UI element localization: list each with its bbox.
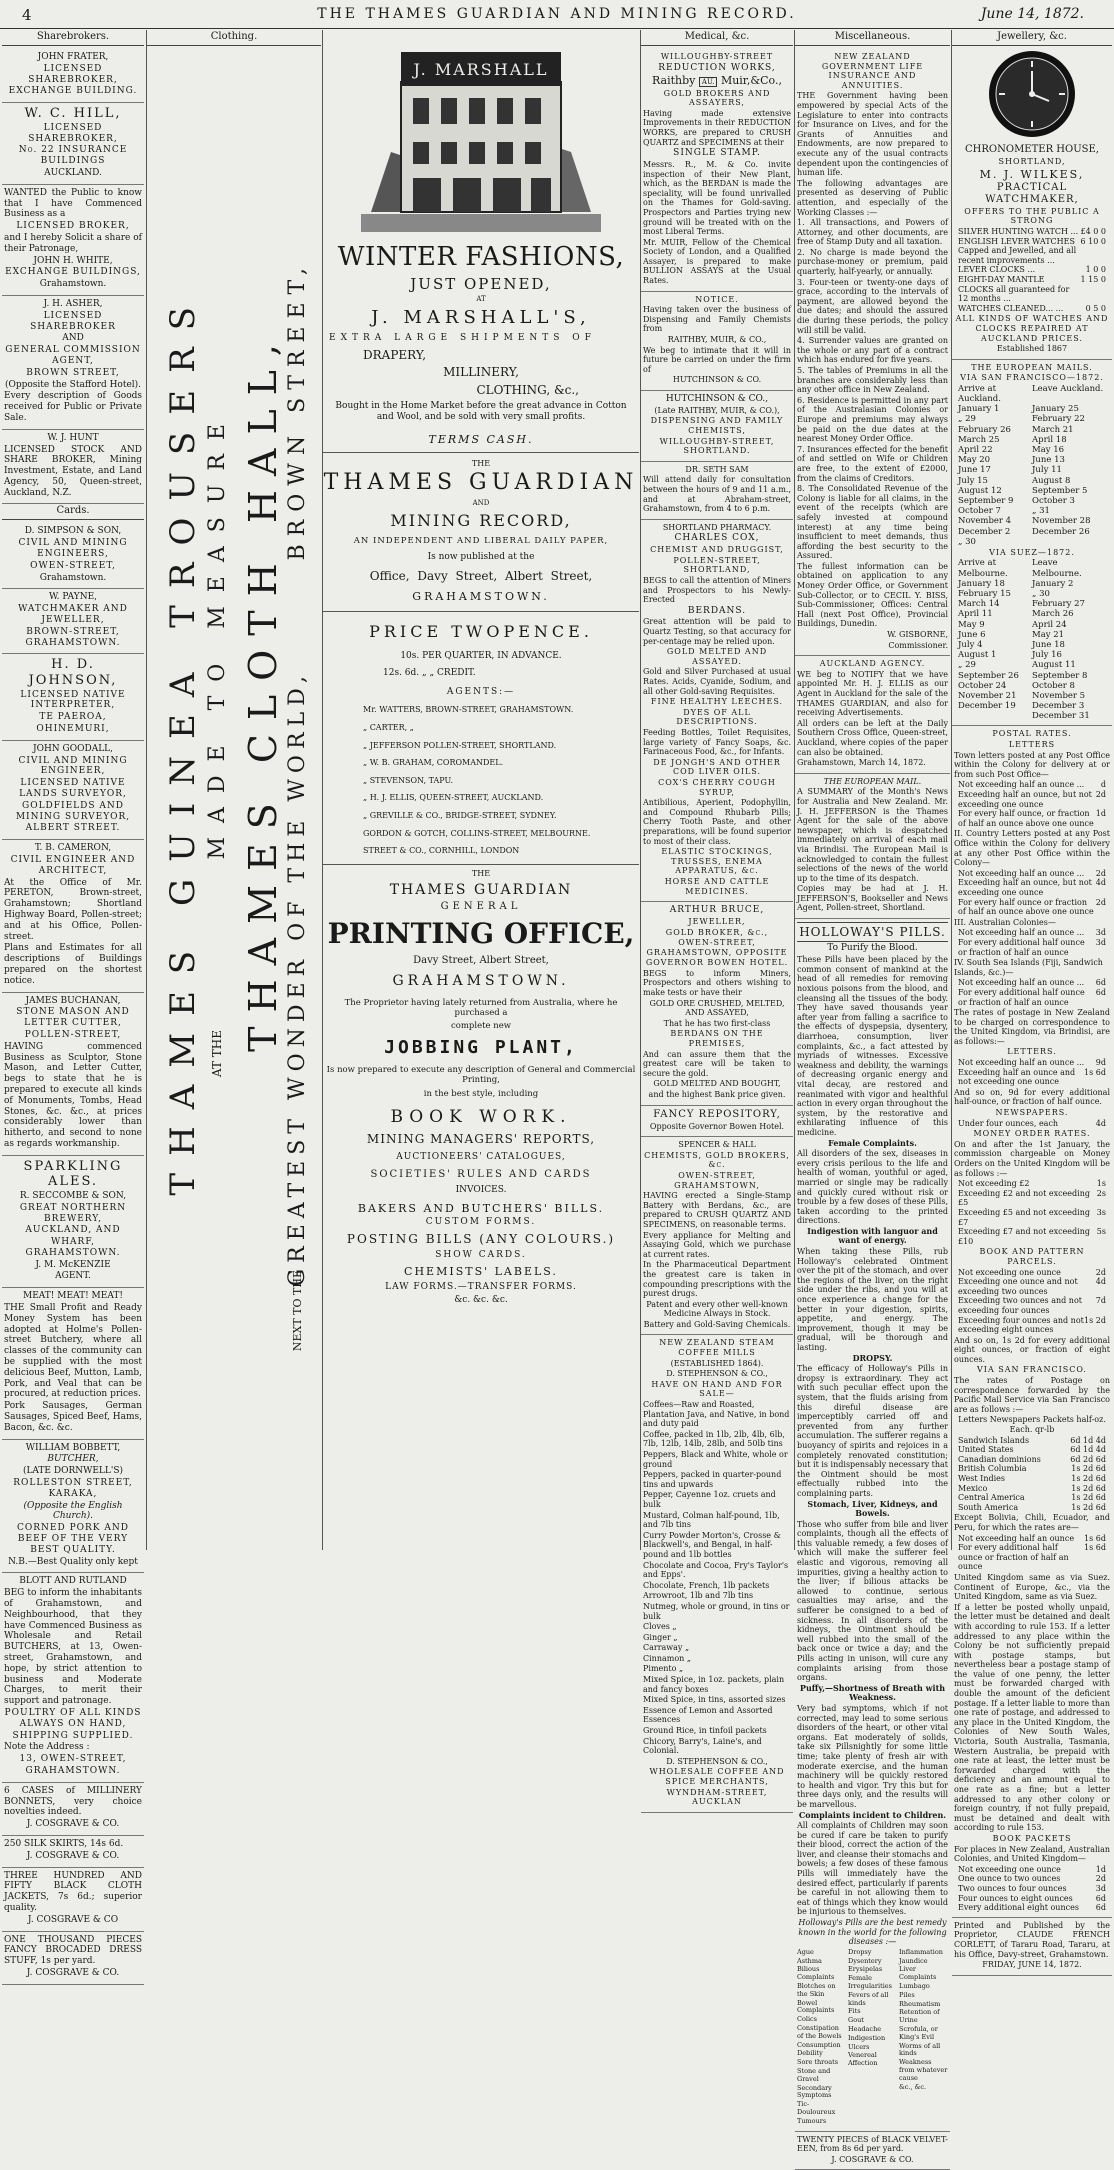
disease-item: Blotches on the Skin (797, 1982, 836, 1998)
rate-row: Exceeding half an ounce, but not exceeding one ounce 2d (958, 790, 1106, 809)
mail-date: December 3 (1032, 701, 1085, 712)
watch-price-row: ENGLISH LEVER WATCHES Capped and Jewelled, and all recent improvements ... 6 10 0 (958, 236, 1106, 265)
mail-date: January 18 (958, 578, 1005, 589)
agent-item: „ STEVENSON, TAPU. (363, 775, 454, 785)
mail-date: December 19 (958, 701, 1016, 712)
page-number: 4 (22, 6, 32, 24)
mail-date: November 5 (1032, 690, 1086, 701)
mail-date: May 16 (1032, 445, 1065, 455)
mail-date: February 26 (958, 424, 1011, 435)
coffee-item: Cloves „ (643, 1622, 677, 1632)
rate-row: Exceeding £7 and not exceeding £10 5s (958, 1227, 1106, 1246)
disease-item: Erysipelas (848, 1965, 883, 1974)
mail-date: May 9 (958, 619, 985, 630)
ad-johnson: H. D. JOHNSON, LICENSED NATIVE INTERPRETER, TE PAEROA, OHINEMURI, (2, 654, 144, 740)
vertical-thames-cloth-hall: THAMES CLOTH HALL, (241, 330, 285, 1052)
mail-date: June 18 (1032, 639, 1065, 650)
coffee-item: Peppers, packed in quarter-pound tins and upwards (643, 1470, 782, 1489)
mail-date: June 17 (958, 465, 991, 476)
disease-item: Female Irregularities (848, 1974, 892, 1990)
rate-row: For every half ounce, or fraction of half an ounce above one ounce 1d (958, 809, 1106, 828)
agent-item: „ GREVILLE & CO., BRIDGE-STREET, SYDNEY. (363, 810, 557, 820)
european-mails-table: THE EUROPEAN MAILS. VIA SAN FRANCISCO—1872. Arrive at Auckland. Leave Auckland. January 1 January 25 „ 29 February 22 February 26 March 21 March 25 April 18 April 22 May 16 May 20 June 13 June 17 July 11 July 15 August 8 August 12 September 5 September 9 October 3 October 7 „ 31 November 4 November 28 December 2 December 26 „ 30 VIA SUEZ—1872. Arrive at Melbourne. Leave Melbourne. January 18 January 2 February 15 „ 30 March 14 February 27 April 11 March 26 May 9 April 24 June 6 May 21 July 4 June 18 August 1 July 16 „ 29 August 11 September 26 September 8 October 24 October 8 November 21 November 5 December 19 December 3 December 31 (952, 360, 1112, 727)
disease-item: Liver Complaints (899, 1965, 937, 1982)
mail-date: October 3 (1032, 495, 1075, 506)
disease-item: Secondary Symptoms (797, 2083, 832, 2100)
coffee-item: Mustard, Colman half-pound, 1lb, and 7lb tins (643, 1510, 780, 1530)
rate-row: Exceeding four ounces and not exceeding eight ounces 1s 2d (958, 1315, 1106, 1335)
disease-item: Tic-Douloureux (797, 2100, 836, 2116)
mail-date: February 22 (1032, 414, 1085, 425)
mail-date: June 6 (958, 629, 986, 640)
imprint: Printed and Published by the Proprietor, CLAUDE FRENCH CORLETT, of Tararu Road, Tararu, at his Office, Davy-street, Grahamstown. FRIDAY, JUNE 14, 1872. (952, 1918, 1112, 1976)
disease-item: Ague (797, 1947, 814, 1956)
mail-date: „ 29 (958, 660, 976, 671)
disease-item: Colics (797, 2015, 818, 2024)
rate-row: Exceeding one ounce and not exceeding two ounces 4d (958, 1277, 1106, 1296)
mail-date: March 14 (958, 599, 1000, 610)
mail-date: August 12 (958, 485, 1002, 496)
mail-date: January 2 (1032, 578, 1074, 589)
ad-fancy-repository: FANCY REPOSITORY, Opposite Governor Bowen Hotel. (641, 1106, 793, 1138)
mail-date: January 1 (958, 404, 1000, 415)
printing-office-title: PRINTING OFFICE, (327, 917, 635, 951)
mail-date: October 24 (958, 680, 1007, 691)
ad-hutchinson: HUTCHINSON & CO., (Late RAITHBY, MUIR, & CO.), DISPENSING AND FAMILY CHEMISTS, WILLOUGHBY-STREET, SHORTLAND. (641, 391, 793, 462)
watch-price-list (954, 227, 1110, 313)
rate-row: Not exceeding half an ounce ... 6d (958, 978, 1106, 988)
mail-date: „ 29 (958, 414, 976, 425)
disease-item: Jaundice (899, 1956, 928, 1965)
mail-date (958, 711, 1032, 721)
mail-date: November 28 (1032, 516, 1091, 527)
agent-item: STREET & CO., CORNHILL, LONDON (363, 846, 520, 856)
mail-date: November 21 (958, 690, 1017, 701)
rate-row: Central America 1s 2d 6d (958, 1493, 1106, 1503)
vertical-brown-street: BROWN STREET, (285, 260, 310, 561)
coffee-item: Mixed Spice, in 1oz. packets, plain and fancy boxes (643, 1675, 785, 1694)
ad-holloways-pills: HOLLOWAY'S PILLS. To Purify the Blood. These Pills have been placed by the common consent of mankind at the head of all remedies for removing noxious poisons from the blood, and cleansing all the tissues of the body. They have saved thousands year after year from falling a sacrifice to the effects of dyspepsia, dysentery, diarrhoea, consumption, liver complaints, &c., a fact attested by myriads of witnesses. Excessive weakness and debility, the warnings of decreasing organic energy and vital decay, are restored and reanimated with vigor and healthful action in every organ throughout the system, by the restorative and exhilarating influence of this medicine. Female Complaints. All disorders of the sex, diseases in every crisis perilous to the life and health of woman, youthful or aged, married or single may be radically and quickly cured without risk or trouble by a few doses of these Pills, taken according to the printed directions. Indigestion with languor and want of energy. When taking these Pills, rub Holloway's celebrated Ointment over the pit of the stomach, and over the regions of the liver, on the right side under the ribs, and you will at once experience a change for the better in your digestion, spirits, appetite, and energy. The improvement, though it may be gradual, will be thorough and lasting. DROPSY. The efficacy of Holloway's Pills in dropsy is extraordinary. They act with such peculiar effect upon the system, that the fluids arising from this direful disease are imperceptibly carried off and prevented from any further accumulation. The sufferer regains a buoyancy of spirits and rejoices in a completely renovated constitution; but it is indispensably necessary that the Ointment should be most effectually rubbed into the complaining parts. Stomach, Liver, Kidneys, and Bowels. Those who suffer from bile and liver complaints, though all the effects of this valuable remedy, a few doses of which will make the sufferer feel elastic and vigorous, removing all impurities, giving a healthy action to the liver; if bilious attacks be allowed to continue, serious casualties may arise, and the sufferer be consigned to a bed of sickness. In all disorders of the kidneys, the Ointment should be well rubbed into the small of the back once or twice a day; and the Pills acting in unison, will cure any complaints arising from those organs. Puffy,—Shortness of Breath with Weakness. Very bad symptoms, which if not corrected, may lead to some serious disorders of the heart, or other vital organs. Eat moderately of solids, take six Pillsnightly for some little time; take plenty of fresh air with moderate exercise, and the human machinery will be quickly restored to health and vigor. Try this but for three days only, and the results will be marvellous. Complaints incident to Children. All complaints of Children may soon be cured if care be taken to purify their blood, correct the action of the liver, and cleanse their stomachs and bowels; a few doses of these famous Pills will immediately have the desired effect, particularly if parents be careful in not allowing them to eat of things which they know would be injurious to themselves. Holloway's Pills are the best remedy known in the world for the following diseases :— Ague Asthma Bilious Complaints Blotches on the Skin Bowel Complaints Colics Constipation of the Bowels Consumption Debility Sore throats Stone and Gravel Secondary Symptoms Tic-Douloureux Tumours Dropsy Dysentery Erysipelas Female Irregularities Fevers of all kinds Fits Gout Headache Indigestion Ulcers Venereal Affection Inflammation Jaundice Liver Complaints Lumbago Piles Rheumatism Retention of Urine Scrofula, or King's Evil Worms of all kinds Weakness from whatever cause &c., &c. (795, 919, 950, 2131)
ad-simpson: D. SIMPSON & SON, CIVIL AND MINING ENGINEERS, OWEN-STREET, Grahamstown. (2, 523, 144, 589)
column-sharebrokers (2, 30, 144, 1978)
vertical-greatest-wonder: GREATEST WONDER OF THE WORLD, (285, 670, 310, 1287)
ad-arthur-bruce: ARTHUR BRUCE, JEWELLER, GOLD BROKER, &c., OWEN-STREET, GRAHAMSTOWN, OPPOSITE GOVERNOR BOWEN HOTEL. BEGS to inform Miners, Prospectors and others wishing to make tests or have their GOLD ORE CRUSHED, MELTED, AND ASSAYED, That he has two first-class BERDANS ON THE PREMISES, And can assure them that the greatest care will be taken to secure the gold. GOLD MELTED AND BOUGHT, and the highest Bank price given. (641, 902, 793, 1105)
disease-item: Retention of Urine (899, 2008, 940, 2025)
ad-asher: J. H. ASHER, LICENSED SHAREBROKER AND GENERAL COMMISSION AGENT, BROWN STREET, (Opposite the Stafford Hotel). Every description of Goods received for Public or Private Sale. (2, 296, 144, 430)
disease-item: Fevers of all kinds (848, 1990, 889, 2007)
section-header: Sharebrokers. (2, 30, 144, 46)
disease-item: Stone and Gravel (797, 2066, 831, 2083)
ad-hunt: W. J. HUNT LICENSED STOCK AND SHARE BROKER, Mining Investment, Estate, and Land Agency, 50, Queen-street, Auckland, N.Z. (2, 430, 144, 505)
mail-date: July 16 (1032, 650, 1062, 661)
mail-date: April 24 (1032, 619, 1067, 630)
coffee-item: Pepper, Cayenne 1oz. cruets and bulk (643, 1490, 776, 1509)
mail-date: August 11 (1032, 660, 1076, 671)
marshall-name: J. MARSHALL'S, (371, 307, 591, 329)
rate-row: Not exceeding half an ounce ... 9d (958, 1058, 1106, 1068)
ad-cosgrave-bonnets: 6 CASES of MILLINERY BONNETS, very choice novelties indeed. J. COSGRAVE & CO. (2, 1783, 144, 1836)
mail-date: September 8 (1032, 670, 1088, 681)
mail-date: March 26 (1032, 609, 1074, 620)
section-header: Cards. (2, 504, 144, 520)
ad-coffee-mills: NEW ZEALAND STEAM COFFEE MILLS (ESTABLISHED 1864). D. STEPHENSON & CO., HAVE ON HAND AND FOR SALE— Coffees—Raw and Roasted, Plantation Java, and Native, in bond and duty paid Coffee, packed in 1lb, 2lb, 4lb, 6lb, 7lb, 12lb, 14lb, 28lb, and 50lb tins Peppers, Black and White, whole or ground Peppers, packed in quarter-pound tins and upwards Pepper, Cayenne 1oz. cruets and bulk Mustard, Colman half-pound, 1lb, and 7lb tins Curry Powder Morton's, Crosse & Blackwell's, and Bengal, in half-pound and 1lb bottles Chocolate and Cocoa, Fry's Taylor's and Epps'. Chocolate, French, 1lb packets Arrowroot, 1lb and 7lb tins Nutmeg, whole or ground, in tins or bulk Cloves „ Ginger „ Carraway „ Cinnamon „ Pimento „ Mixed Spice, in 1oz. packets, plain and fancy boxes Mixed Spice, in tins, assorted sizes Essence of Lemon and Assorted Essences Ground Rice, in tinfoil packets Chicory, Barry's, Laine's, and Colonial. D. STEPHENSON & CO., WHOLESALE COFFEE AND SPICE MERCHANTS, WYNDHAM-STREET, AUCKLAN (641, 1335, 793, 1812)
rate-row: Not exceeding half an ounce ... d (958, 780, 1106, 790)
paper-title: THAMES GUARDIAN (323, 470, 639, 496)
mail-date: May 20 (958, 455, 991, 466)
disease-item: Consumption (797, 2040, 841, 2049)
coffee-item: Ground Rice, in tinfoil packets (643, 1726, 767, 1736)
mail-date (1032, 537, 1106, 547)
coffee-item: Coffee, packed in 1lb, 2lb, 4lb, 6lb, 7lb, 12lb, 14lb, 28lb, and 50lb tins (643, 1429, 785, 1449)
disease-item: Ulcers (848, 2042, 870, 2051)
agent-list (323, 705, 639, 855)
ad-spencer-hall: SPENCER & HALL CHEMISTS, GOLD BROKERS, &c. OWEN-STREET, GRAHAMSTOWN, HAVING erected a Single-Stamp Battery with Berdans, &c., are prepared to CRUSH QUARTZ AND SPECIMENS, on reasonable terms. Every appliance for Melting and Assaying Gold, which we purchase at current rates. In the Pharmaceutical Department the greatest care is taken in compounding prescriptions with the purest drugs. Patent and every other well-known Medicine Always in Stock. Battery and Gold-Saving Chemicals. (641, 1137, 793, 1335)
mail-date: „ 30 (1032, 589, 1050, 600)
mail-date: December 26 (1032, 526, 1090, 537)
rate-row: United States 6d 1d 4d (958, 1445, 1106, 1455)
disease-item: Headache (848, 2024, 882, 2033)
rate-row: Mexico 1s 2d 6d (958, 1483, 1106, 1493)
coffee-item-list (643, 1400, 791, 1756)
ad-white: WANTED the Public to know that I have Commenced Business as a LICENSED BROKER, and I hereby Solicit a share of their Patronage, JOHN H. WHITE, EXCHANGE BUILDINGS, Grahamstown. (2, 185, 144, 296)
masthead-title: THE THAMES GUARDIAN AND MINING RECORD. (317, 6, 797, 22)
clock-icon (987, 49, 1077, 139)
vertical-made-to-measure: MADE TO MEASURE (205, 410, 230, 860)
ad-hill: W. C. HILL, LICENSED SHAREBROKER, No. 22 INSURANCE BUILDINGS AUCKLAND. (2, 103, 144, 185)
section-header: Miscellaneous. (795, 30, 950, 46)
building-sign: J. MARSHALL (413, 60, 549, 79)
rate-row: Exceeding £5 and not exceeding £7 3s (958, 1207, 1106, 1227)
mail-date: January 25 (1032, 404, 1079, 415)
insurance-item: 4. Surrender values are granted on the whole or any part of a contract which has endured for five years. (797, 336, 948, 365)
mail-date: February 27 (1032, 599, 1085, 610)
ad-european-mail: THE EUROPEAN MAIL. A SUMMARY of the Month's News for Australia and New Zealand. Mr. J. H. JEFFERSON is the Thames Agent for the sale of the above newspaper, which is despatched immediately on arrival of each mail via Brindisi. The European Mail is acknowledged to contain the fullest selections of the news of the world up to the time of its despatch. Copies may be had at J. H. JEFFERSON'S, Bookseller and News Agent, Pollen-street, Shortland. (795, 774, 950, 919)
mail-date: „ 31 (1032, 506, 1050, 517)
rate-row: Not exceeding half an ounce 1s 6d (958, 1533, 1106, 1543)
mail-date: February 15 (958, 589, 1011, 600)
insurance-item: 6. Residence is permitted in any part of the Australasian Colonies or Europe and premiums may always be paid on the due dates at the nearest Money Order Office. (797, 395, 948, 444)
disease-item: Tumours (797, 2116, 827, 2125)
section-header: Clothing. (147, 30, 321, 46)
ad-seth-sam: DR. SETH SAM Will attend daily for consultation between the hours of 9 and 11 a.m., and at Abraham-street, Grahamstown, from 4 to 6 p.m. (641, 462, 793, 520)
disease-item: Dropsy (848, 1947, 872, 1956)
coffee-item: Chocolate, French, 1lb packets (643, 1580, 770, 1590)
mail-date: March 25 (958, 434, 1000, 445)
disease-item: Sore throats (797, 2058, 839, 2067)
rate-row: Not exceeding £2 1s (958, 1179, 1106, 1189)
ad-auckland-agency: AUCKLAND AGENCY. WE beg to NOTIFY that we have appointed Mr. H. J. ELLIS as our Agent in Auckland for the sale of the THAMES GUARDIAN, and also for receiving Advertisements. All orders can be left at the Daily Southern Cross Office, Queen-street, Auckland, where copies of the paper can also be obtained. Grahamstown, March 14, 1872. (795, 656, 950, 774)
coffee-item: Peppers, Black and White, whole or ground (643, 1450, 788, 1469)
coffee-item: Coffees—Raw and Roasted, Plantation Java, and Native, in bond and duty paid (643, 1400, 790, 1429)
ad-meat: MEAT! MEAT! MEAT! THE Small Profit and Ready Money System has been adopted at Holme's Pollen-street Butchery, where all classes of the community can be supplied with the most delicious Beef, Mutton, Lamb, Pork, and Veal that can be procured, at reduction prices. Pork Sausages, German Sausages, Spiced Beef, Hams, Bacon, &c. &c. (2, 1288, 144, 1439)
disease-item: Worms of all kinds (899, 2041, 941, 2058)
column-jewellery (952, 30, 1112, 1970)
rate-row: Every additional eight ounces 6d (958, 1903, 1106, 1913)
mail-date: November 4 (958, 516, 1012, 527)
rate-row: Two ounces to four ounces 3d (958, 1883, 1106, 1893)
insurance-item: 7. Insurances effected for the benefit of and settled on Wife or Children are free, to the extent of £2000, from the claims of Creditors. (797, 444, 948, 483)
ad-cameron: T. B. CAMERON, CIVIL ENGINEER AND ARCHITECT, At the Office of Mr. PERETON, Brown-street, Grahamstown; Shortland Highway Board, Pollen-street; and at his Office, Pollen-street. Plans and Estimates for all descriptions of Buildings prepared on the shortest notice. (2, 840, 144, 992)
vertical-at-the: AT THE (210, 1030, 224, 1078)
disease-table (797, 1948, 948, 2127)
rate-row: Not exceeding one ounce 2d (958, 1267, 1106, 1277)
mail-date: May 21 (1032, 629, 1065, 640)
coffee-item: Essence of Lemon and Assorted Essences (643, 1705, 773, 1725)
ad-shortland-pharmacy: SHORTLAND PHARMACY. CHARLES COX, CHEMIST AND DRUGGIST, POLLEN-STREET, SHORTLAND, BEGS to call the attention of Miners and Prospectors to his Newly-Erected BERDANS. Great attention will be paid to Quartz Testing, so that accuracy for per-centage may be relied upon. GOLD MELTED AND ASSAYED. Gold and Silver Purchased at usual Rates. Acids, Cyanide, Sodium, and all other Gold-saving Requisites. FINE HEALTHY LEECHES. DYES OF ALL DESCRIPTIONS. Feeding Bottles, Toilet Requisites, large variety of Fancy Soaps, &c. Farinaceous Food, &c., for Infants. DE JONGH'S AND OTHER COD LIVER OILS. COX'S CHERRY COUGH SYRUP, Antibilious, Aperient, Podophyllin, and Compound Rhubarb Pills; Cherry Tooth Paste, and other preparations, will be found superior to most of their class. ELASTIC STOCKINGS, TRUSSES, ENEMA APPARATUS, &c. HORSE AND CATTLE MEDICINES. (641, 520, 793, 902)
insurance-item: 1. All transactions, and Powers of Attorney, and other documents, are free of Stamp Duty and all taxation. (797, 218, 948, 247)
ad-notice: NOTICE. Having taken over the business of Dispensing and Family Chemists from RAITHBY, MUIR, & CO., We beg to intimate that it will in future be carried on under the firm of HUTCHINSON & CO. (641, 292, 793, 391)
mail-date: April 22 (958, 445, 993, 455)
disease-item: Piles (899, 1990, 915, 1999)
agent-item: „ W. B. GRAHAM, COROMANDEL. (363, 758, 504, 768)
mail-date: July 11 (1032, 465, 1062, 476)
disease-item: Dysentery (848, 1956, 882, 1965)
coffee-item: Carraway „ (643, 1643, 690, 1653)
rate-row: For every half ounce or fraction of half an ounce above one ounce 2d (958, 897, 1106, 917)
ad-raithby: WILLOUGHBY-STREET REDUCTION WORKS, Raithby AU. Muir,&Co., GOLD BROKERS AND ASSAYERS, Having made extensive Improvements in their REDUCTION WORKS, are prepared to CRUSH QUARTZ and SPECIMENS at their SINGLE STAMP. Messrs. R., M. & Co. invite inspection of their New Plant, which, as the BERDAN is made the speciality, will be found unrivalled on the Thames for Gold-saving. Prospectors and Parties trying new ground will be treated with on the most Liberal Terms. Mr. MUIR, Fellow of the Chemical Society of London, and a Qualified Assayer, is prepared to make BULLION ASSAYS at the Usual Rates. (641, 49, 793, 292)
building-engraving (361, 32, 601, 232)
insurance-item: 3. Four-teen or twenty-one days of grace, according to the intervals of payment, are allowed beyond the due dates; and should the assured die during these periods, the policy will still be valid. (797, 277, 948, 335)
rate-row: Under four ounces, each 4d (958, 1118, 1106, 1128)
section-header: Jewellery, &c. (952, 30, 1112, 46)
mail-date: September 26 (958, 670, 1019, 681)
ad-goodall: JOHN GOODALL, CIVIL AND MINING ENGINEER, LICENSED NATIVE LANDS SURVEYOR, GOLDFIELDS AND MINING SURVEYOR, ALBERT STREET. (2, 741, 144, 840)
watch-price-row: WATCHES CLEANED... ... 0 5 0 (958, 303, 1106, 313)
disease-item: Venereal Affection (848, 2051, 878, 2068)
rate-row: Four ounces to eight ounces 6d (958, 1893, 1106, 1903)
mail-date: March 21 (1032, 424, 1074, 435)
ad-ales: SPARKLING ALES. R. SECCOMBE & SON, GREAT NORTHERN BREWERY, AUCKLAND, AND WHARF, GRAHAMSTOWN. J. M. McKENZIE AGENT. (2, 1156, 144, 1289)
mail-date: December 2 (958, 526, 1011, 537)
disease-item: Bilious Complaints (797, 1965, 835, 1982)
column-clothing (147, 30, 321, 1550)
coffee-item: Mixed Spice, in tins, assorted sizes (643, 1695, 786, 1705)
insurance-item: 2. No charge is made beyond the purchase-money or premium, paid quarterly, half-yearly, or annually. (797, 247, 948, 277)
mail-date: April 11 (958, 609, 993, 620)
ad-wilkes: CHRONOMETER HOUSE, SHORTLAND, M. J. WILKES, PRACTICAL WATCHMAKER, OFFERS TO THE PUBLIC A STRONG SILVER HUNTING WATCH ... £4 0 0 ENGLISH LEVER WATCHES Capped and Jewelled, and all recent improvements ... 6 10 0 LEVER CLOCKS ... 1 0 0 EIGHT-DAY MANTLE CLOCKS all guaranteed for 12 months ... 1 15 0 WATCHES CLEANED... ... 0 5 0 ALL KINDS OF WATCHES AND CLOCKS REPAIRED AT AUCKLAND PRICES. Established 1867 (952, 141, 1112, 360)
disease-item: Fits (848, 2007, 861, 2016)
watch-price-row: EIGHT-DAY MANTLE CLOCKS all guaranteed for 12 months ... 1 15 0 (958, 274, 1106, 304)
mail-date: „ 30 (958, 536, 976, 547)
section-header: Medical, &c. (641, 30, 793, 46)
agent-item: GORDON & GOTCH, COLLINS-STREET, MELBOURNE. (363, 828, 591, 838)
coffee-item: Nutmeg, whole or ground, in tins or bulk (643, 1601, 790, 1621)
disease-item: &c., &c. (899, 2082, 927, 2091)
mail-date: October 8 (1032, 680, 1075, 691)
disease-item: Bowel Complaints (797, 1998, 835, 2015)
mail-date: September 5 (1032, 485, 1088, 496)
mail-date: July 15 (958, 475, 988, 486)
rate-row: Exceeding two ounces and not exceeding four ounces 7d (958, 1296, 1106, 1315)
watch-price-row: LEVER CLOCKS ... 1 0 0 (958, 265, 1106, 275)
ad-cosgrave-dress: ONE THOUSAND PIECES FANCY BROCADED DRESS STUFF, 1s per yard. J. COSGRAVE & CO. (2, 1932, 144, 1985)
mail-date: June 13 (1032, 455, 1065, 466)
disease-item: Scrofula, or King's Evil (899, 2024, 938, 2041)
vertical-next-to-the: NEXT TO THE (291, 1270, 304, 1352)
vertical-thames-guinea-trousers: THAMES GUINEA TROUSERS (163, 290, 203, 1196)
rate-row: West Indies 1s 2d 6d (958, 1474, 1106, 1483)
disease-item: Asthma (797, 1956, 822, 1965)
rate-row: Exceeding half an ounce and not exceeding one ounce 1s 6d (958, 1067, 1106, 1087)
disease-item: Weakness from whatever cause (899, 2058, 948, 2082)
disease-item: Indigestion (848, 2033, 886, 2042)
masthead (0, 0, 1114, 29)
price-twopence: PRICE TWOPENCE. (369, 621, 593, 641)
watch-price-row: SILVER HUNTING WATCH ... £4 0 0 (958, 226, 1106, 236)
coffee-item: Pimento „ (643, 1664, 684, 1674)
postal-rates: POSTAL RATES. LETTERS Town letters posted at any Post Office within the Colony for delivery at or from such Post Office— Not exceeding half an ounce ... d Exceeding half an ounce, but not exceeding one ounce 2d For every half ounce, or fraction of half an ounce above one ounce 1d II. Country Letters posted at any Post Office within the Colony for delivery at any other Post Office within the Colony— Not exceeding half an ounce ... 2d Exceeding half an ounce, but not exceeding one ounce 4d For every half ounce or fraction of half an ounce above one ounce 2d III. Australian Colonies— Not exceeding half an ounce ... 3d For every additional half ounce or fraction of half an ounce 3d IV. South Sea Islands (Fiji, Sandwich Islands, &c.)— Not exceeding half an ounce ... 6d For every additional half ounce or fraction of half an ounce 6d The rates of postage in New Zealand to be charged on correspondence to the United Kingdom, via Brindisi, are as follows:— LETTERS. Not exceeding half an ounce ... 9d Exceeding half an ounce and not exceeding one ounce 1s 6d And so on, 9d for every additional half-ounce, or fraction of half ounce. NEWSPAPERS. Under four ounces, each 4d MONEY ORDER RATES. On and after the 1st January, the commission chargeable on Money Orders on the United Kingdom will be as follows :— Not exceeding £2 1s Exceeding £2 and not exceeding £5 2s Exceeding £5 and not exceeding £7 3s Exceeding £7 and not exceeding £10 5s BOOK AND PATTERN PARCELS. Not exceeding one ounce 2d Exceeding one ounce and not exceeding two ounces 4d Exceeding two ounces and not exceeding four ounces 7d Exceeding four ounces and not exceeding eight ounces 1s 2d And so on, 1s 2d for every additional eight ounces, or fraction of eight ounces. VIA SAN FRANCISCO. The rates of Postage on correspondence forwarded by the Pacific Mail Service via San Francisco are as follows :— Letters Newspapers Packets half-oz. Each. qr-lb Sandwich Islands 6d 1d 4d United States 6d 1d 4d Canadian dominions 6d 2d 6d British Columbia 1s 2d 6d West Indies 1s 2d 6d Mexico 1s 2d 6d Central America 1s 2d 6d South America 1s 2d 6d Except Bolivia, Chili, Ecuador, and Peru, for which the rates are— Not exceeding half an ounce 1s 6d For every additional half ounce or fraction of half an ounce 1s 6d United Kingdom same as via Suez. Continent of Europe, &c., via the United Kingdom, same as via Suez. If a letter be posted wholly unpaid, the letter must be detained and dealt with according to rule 153. If a letter addressed to any place within the Colony be not sufficiently prepaid with postage stamps, but nevertheless bear a postage stamp of the value of one penny, the letter must be forwarded charged with double the amount of the deficient postage. If a letter liable to more than one rate of postage, and addressed to any place in the United Kingdom, the Colonies of New South Wales, Victoria, South Australia, Tasmania, Western Australia, be prepaid with one rate at least, the letter must be forwarded charged with the deficiency and an amount equal to one rate as a fine; but a letter addressed to any other colony or foreign country, if not fully prepaid, must be detained and dealt with according to rule 153. BOOK PACKETS For places in New Zealand, Australian Colonies, and United Kingdom— Not exceeding one ounce 1d One ounce to two ounces 2d Two ounces to four ounces 3d Four ounces to eight ounces 6d Every additional eight ounces 6d (952, 726, 1112, 1917)
agent-item: „ CARTER, „ (363, 723, 414, 733)
masthead-date: June 14, 1872. (980, 6, 1084, 22)
ad-blott: BLOTT AND RUTLAND BEG to inform the inhabitants of Grahamstown, and Neighbourhood, that they have Commenced Business as Wholesale and Retail BUTCHERS, at 13, Owen-street, Grahamstown, and hope, by strict attention to business and Moderate Charges, to merit their support and patronage. POULTRY OF ALL KINDS ALWAYS ON HAND, SHIPPING SUPPLIED. Note the Address : 13, OWEN-STREET, GRAHAMSTOWN. (2, 1573, 144, 1782)
mail-date: December 31 (1032, 711, 1090, 722)
rate-row: Sandwich Islands 6d 1d 4d (958, 1435, 1106, 1445)
insurance-item: 8. The Consolidated Revenue of the Colony is liable for all claims, in the event of the receipts (which are safely invested at compound interest) at any time being insufficient to meet demands, thus affording the best security to the Assured. (797, 484, 948, 561)
rate-row: British Columbia 1s 2d 6d (958, 1464, 1106, 1474)
ad-buchanan: JAMES BUCHANAN, STONE MASON AND LETTER CUTTER, POLLEN-STREET, HAVING commenced Business as Sculptor, Stone Mason, and Letter Cutter, begs to state that he is prepared to execute all kinds of Monuments, Tombs, Head Stones, &c. &c., at prices considerably lower than hitherto, and second to none as regards workmanship. (2, 993, 144, 1156)
rate-row: Exceeding £2 and not exceeding £5 2s (958, 1188, 1106, 1208)
coffee-item: Chocolate and Cocoa, Fry's Taylor's and Epps'. (643, 1560, 789, 1580)
disease-item: Rheumatism (899, 1999, 941, 2008)
disease-item: Inflammation (899, 1947, 943, 1956)
agent-item: „ JEFFERSON POLLEN-STREET, SHORTLAND. (363, 740, 557, 750)
coffee-item: Ginger „ (643, 1632, 678, 1642)
rate-row: Not exceeding half an ounce ... 2d (958, 868, 1106, 878)
disease-item: Constipation of the Bowels (797, 2023, 842, 2040)
ad-bobbett: WILLIAM BOBBETT, BUTCHER, (LATE DORNWELL'S) ROLLESTON STREET, KARAKA, (Opposite the English Church). CORNED PORK AND BEEF OF THE VERY BEST QUALITY. N.B.—Best Quality only kept (2, 1440, 144, 1574)
agent-item: „ H. J. ELLIS, QUEEN-STREET, AUCKLAND. (363, 793, 544, 803)
coffee-item: Cinnamon „ (643, 1653, 691, 1663)
mail-date: April 18 (1032, 434, 1067, 445)
ad-frater: JOHN FRATER, LICENSED SHAREBROKER, EXCHANGE BUILDING. (2, 49, 144, 103)
winter-fashions-title: WINTER FASHIONS, (337, 241, 625, 272)
mail-date: August 8 (1032, 475, 1071, 486)
agent-item: Mr. WATTERS, BROWN-STREET, GRAHAMSTOWN. (363, 705, 574, 715)
disease-item: Lumbago (899, 1982, 930, 1990)
column-medical (641, 30, 793, 1807)
ad-payne: W. PAYNE, WATCHMAKER AND JEWELLER, BROWN-STREET, GRAHAMSTOWN. (2, 589, 144, 654)
disease-item: Gout (848, 2016, 864, 2025)
column-marshall-guardian: J. MARSHALL WINTER FASHIONS, JUST OPENED, AT J. MARSHALL'S, EXTRA LARGE SHIPMENTS OF DRAPERY, MILLINERY, CLOTHING, &c., Bought in the Home Market before the great advance in Cotton and Wool, and be sold with very small profits. TERMS CASH. THE THAMES GUARDIAN AND MINING RECORD, AN INDEPENDENT AND LIBERAL DAILY PAPER, Is now published at the Office, Davy Street, Albert Street, GRAHAMSTOWN. PRICE TWOPENCE. 10s. PER QUARTER, IN ADVANCE. 12s. 6d. „ „ CREDIT. AGENTS:— Mr. WATTERS, BROWN-STREET, GRAHAMSTOWN. „ CARTER, „ „ JEFFERSON POLLEN-STREET, SHORTLAND. „ W. B. GRAHAM, COROMANDEL. „ STEVENSON, TAPU. „ H. J. ELLIS, QUEEN-STREET, AUCKLAND. „ GREVILLE & CO., BRIDGE-STREET, SYDNEY. GORDON & GOTCH, COLLINS-STREET, MELBOURNE. STREET & CO., CORNHILL, LONDON THE THAMES GUARDIAN GENERAL PRINTING OFFICE, Davy Street, Albert Street, GRAHAMSTOWN. The Proprietor having lately returned from Australia, where he purchased a complete new JOBBING PLANT, Is now prepared to execute any description of General and Commercial Printing, in the best style, including BOOK WORK. MINING MANAGERS' REPORTS, AUCTIONEERS' CATALOGUES, SOCIETIES' RULES AND CARDS INVOICES. BAKERS AND BUTCHERS' BILLS. CUSTOM FORMS. POSTING BILLS (ANY COLOURS.) SHOW CARDS. CHEMISTS' LABELS. LAW FORMS.—TRANSFER FORMS. &c. &c. &c. (323, 30, 639, 1550)
rate-row: For every additional half ounce or fraction of half an ounce 6d (958, 987, 1106, 1007)
mail-date: September 9 (958, 495, 1014, 506)
coffee-item: Arrowroot, 1lb and 7lb tins (643, 1591, 754, 1601)
insurance-advantages-list (797, 218, 948, 561)
mail-date: October 7 (958, 506, 1001, 517)
ad-velvet: TWENTY PIECES of BLACK VELVET-EEN, from 8s 6d per yard. J. COSGRAVE & CO. (795, 2132, 950, 2170)
ad-cosgrave-skirts: 250 SILK SKIRTS, 14s 6d. J. COSGRAVE & CO. (2, 1836, 144, 1868)
rate-row: Exceeding half an ounce, but not exceeding one ounce 4d (958, 878, 1106, 897)
rate-row: Not exceeding one ounce 1d (958, 1864, 1106, 1874)
insurance-item: 5. The tables of Premiums in all the branches are considerably less than any other office in New Zealand. (797, 366, 948, 395)
ad-cosgrave-jackets: THREE HUNDRED AND FIFTY BLACK CLOTH JACKETS, 7s 6d.; superior quality. J. COSGRAVE & CO (2, 1868, 144, 1932)
disease-item: Debility (797, 2049, 823, 2058)
rate-row: For every additional half ounce or fraction of half an ounce 1s 6d (958, 1543, 1106, 1572)
coffee-item: Curry Powder Morton's, Crosse & Blackwell's, and Bengal, in half-pound and 1lb bottles (643, 1530, 781, 1559)
rate-row: Not exceeding half an ounce ... 3d (958, 928, 1106, 938)
rate-row: For every additional half ounce or fraction of half an ounce 3d (958, 937, 1106, 957)
mail-date: August 1 (958, 650, 997, 661)
rate-row: Canadian dominions 6d 2d 6d (958, 1454, 1106, 1464)
rate-row: One ounce to two ounces 2d (958, 1874, 1106, 1884)
mail-date: July 4 (958, 639, 983, 650)
rate-row: South America 1s 2d 6d (958, 1502, 1106, 1512)
coffee-item: Chicory, Barry's, Laine's, and Colonial. (643, 1736, 762, 1756)
column-miscellaneous (795, 30, 950, 2164)
ad-life-insurance: NEW ZEALAND GOVERNMENT LIFE INSURANCE AND ANNUITIES. THE Government having been empowered by special Acts of the Legislature to enter into contracts for Insurance on Lives, and for the Grants of Annuities and Endowments, are now prepared to execute any of the usual contracts dependent upon the contingencies of human life. The following advantages are presented as deserving of Public attention, and especially of the Working Classes :— 1. All transactions, and Powers of Attorney, and other documents, are free of Stamp Duty and all taxation. 2. No charge is made beyond the purchase-money or premium, paid quarterly, half-yearly, or annually. 3. Four-teen or twenty-one days of grace, according to the intervals of payment, are allowed beyond the due dates; and should the assured die during these periods, the policy will still be valid. 4. Surrender values are granted on the whole or any part of a contract which has endured for five years. 5. The tables of Premiums in all the branches are considerably less than any other office in New Zealand. 6. Residence is permitted in any part of the Australasian Colonies or Europe and premiums may always be paid on the due dates at the nearest Money Order Office. 7. Insurances effected for the benefit of and settled on Wife or Children are free, to the extent of £2000, from the claims of Creditors. 8. The Consolidated Revenue of the Colony is liable for all claims, in the event of the receipts (which are safely invested at compound interest) at any time being insufficient to meet demands, thus affording the best security to the Assured. The fullest information can be obtained on application to any Money Order Office, or Government Sub-Collector, or to CECIL Y. BISS, Sub-Commissioner, Offices: Central Hall (next Post Office), Provincial Buildings, Dunedin. W. GISBORNE, Commissioner. (795, 49, 950, 656)
